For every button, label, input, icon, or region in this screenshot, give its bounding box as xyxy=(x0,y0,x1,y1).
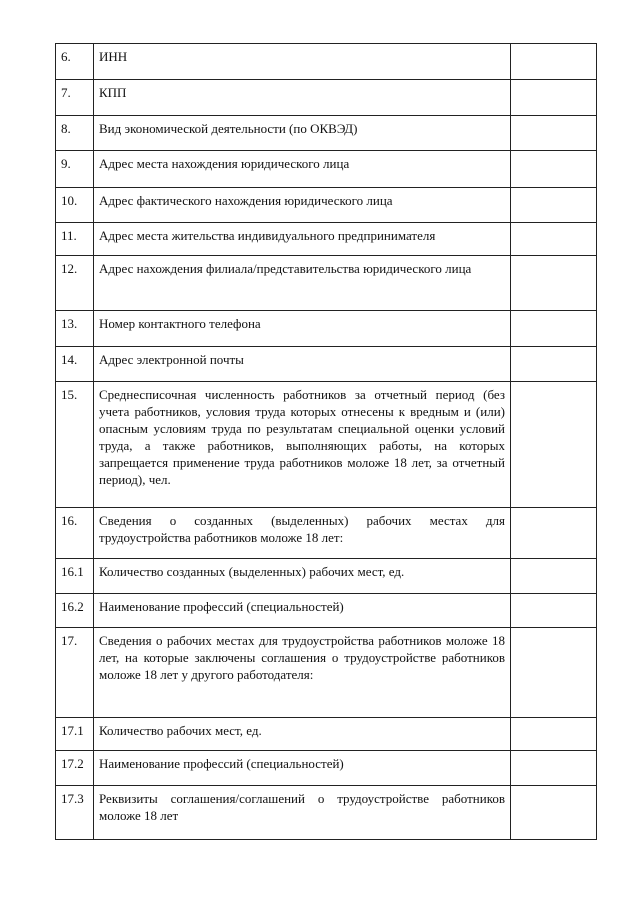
row-number: 7. xyxy=(56,80,94,116)
row-label: Адрес фактического нахождения юридического лица xyxy=(94,188,511,223)
row-number: 17.3 xyxy=(56,786,94,840)
row-number: 17.1 xyxy=(56,718,94,751)
row-number: 6. xyxy=(56,44,94,80)
row-value-cell[interactable] xyxy=(511,256,597,311)
table-row xyxy=(56,223,597,256)
row-value-cell[interactable] xyxy=(511,559,597,594)
row-number: 15. xyxy=(56,382,94,508)
row-label: Наименование профессий (специальностей) xyxy=(94,751,511,786)
row-label: ИНН xyxy=(94,44,511,80)
table-row xyxy=(56,256,597,311)
row-number: 11. xyxy=(56,223,94,256)
table-row xyxy=(56,718,597,751)
row-number: 10. xyxy=(56,188,94,223)
row-number: 13. xyxy=(56,311,94,347)
row-label: Адрес места нахождения юридического лица xyxy=(94,151,511,188)
row-label: Сведения о рабочих местах для трудоустройства работников моложе 18 лет, на которые заключены соглашения о трудоустройстве работников моложе 18 лет у другого работодателя: xyxy=(94,628,511,718)
row-number: 14. xyxy=(56,347,94,382)
row-value-cell[interactable] xyxy=(511,151,597,188)
row-value-cell[interactable] xyxy=(511,786,597,840)
row-value-cell[interactable] xyxy=(511,44,597,80)
row-number: 16.2 xyxy=(56,594,94,628)
row-value-cell[interactable] xyxy=(511,751,597,786)
table-row xyxy=(56,151,597,188)
row-label: Наименование профессий (специальностей) xyxy=(94,594,511,628)
row-label: Сведения о созданных (выделенных) рабочих местах для трудоустройства работников моложе 18 лет: xyxy=(94,508,511,559)
row-label: Количество рабочих мест, ед. xyxy=(94,718,511,751)
row-number: 12. xyxy=(56,256,94,311)
form-table xyxy=(55,43,597,840)
row-number: 17.2 xyxy=(56,751,94,786)
row-value-cell[interactable] xyxy=(511,311,597,347)
table-row xyxy=(56,559,597,594)
row-number: 9. xyxy=(56,151,94,188)
row-label: Количество созданных (выделенных) рабочих мест, ед. xyxy=(94,559,511,594)
table-row xyxy=(56,116,597,151)
row-label: Вид экономической деятельности (по ОКВЭД) xyxy=(94,116,511,151)
row-label: Номер контактного телефона xyxy=(94,311,511,347)
row-value-cell[interactable] xyxy=(511,116,597,151)
row-value-cell[interactable] xyxy=(511,80,597,116)
row-value-cell[interactable] xyxy=(511,508,597,559)
table-row xyxy=(56,382,597,508)
table-row xyxy=(56,508,597,559)
row-label: Среднесписочная численность работников за отчетный период (без учета работников, условия труда которых отнесены к вредным и (или) опасным условиям труда по результатам специальной оценки условий труда, а также работников, выполняющих работы, на которых запрещается применение труда работников моложе 18 лет, за отчетный период), чел. xyxy=(94,382,511,508)
table-row xyxy=(56,347,597,382)
row-value-cell[interactable] xyxy=(511,382,597,508)
row-value-cell[interactable] xyxy=(511,188,597,223)
table-row xyxy=(56,44,597,80)
row-number: 16.1 xyxy=(56,559,94,594)
row-value-cell[interactable] xyxy=(511,223,597,256)
table-row xyxy=(56,628,597,718)
row-value-cell[interactable] xyxy=(511,594,597,628)
row-number: 17. xyxy=(56,628,94,718)
table-row xyxy=(56,786,597,840)
row-value-cell[interactable] xyxy=(511,628,597,718)
table-row xyxy=(56,188,597,223)
table-row xyxy=(56,594,597,628)
table-row xyxy=(56,80,597,116)
row-number: 16. xyxy=(56,508,94,559)
table-row xyxy=(56,751,597,786)
row-label: КПП xyxy=(94,80,511,116)
table-row xyxy=(56,311,597,347)
row-label: Адрес электронной почты xyxy=(94,347,511,382)
row-label: Адрес места жительства индивидуального предпринимателя xyxy=(94,223,511,256)
row-label: Реквизиты соглашения/соглашений о трудоустройстве работников моложе 18 лет xyxy=(94,786,511,840)
row-value-cell[interactable] xyxy=(511,718,597,751)
row-value-cell[interactable] xyxy=(511,347,597,382)
row-number: 8. xyxy=(56,116,94,151)
row-label: Адрес нахождения филиала/представительства юридического лица xyxy=(94,256,511,311)
